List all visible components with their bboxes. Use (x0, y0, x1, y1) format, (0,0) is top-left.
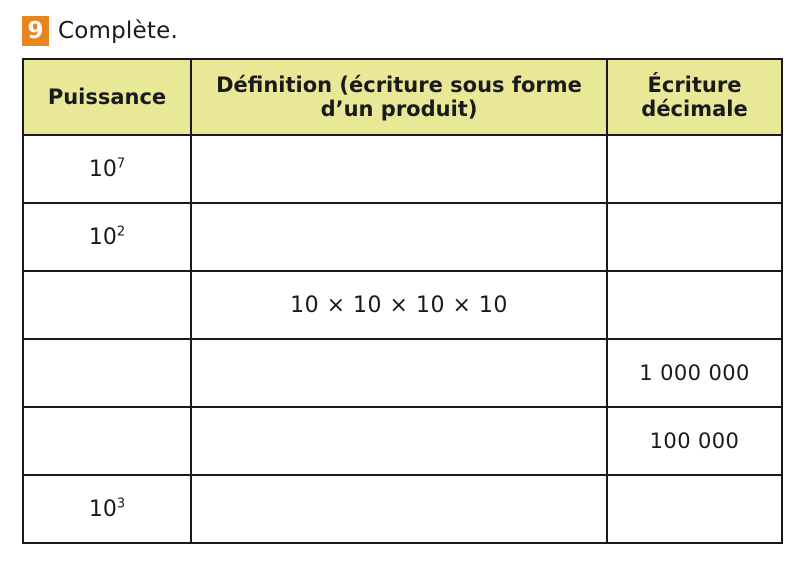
column-header-definition: Définition (écriture sous forme d’un produit) (191, 59, 607, 135)
table-row (23, 271, 782, 339)
cell-definition[interactable] (191, 135, 607, 203)
cell-definition[interactable] (191, 407, 607, 475)
cell-puissance[interactable] (23, 475, 191, 543)
table-row (23, 407, 782, 475)
column-header-ecriture-decimale: Écriture décimale (607, 59, 782, 135)
power-base: 10 (88, 156, 117, 182)
cell-definition[interactable] (191, 475, 607, 543)
table-row (23, 135, 782, 203)
cell-puissance[interactable] (23, 135, 191, 203)
power-base: 10 (88, 224, 117, 250)
power-exponent: 7 (116, 156, 126, 172)
cell-decimale[interactable] (607, 203, 782, 271)
table-row (23, 475, 782, 543)
power-exponent: 2 (116, 224, 126, 240)
exercise-number-badge: 9 (22, 16, 49, 46)
cell-definition[interactable] (191, 339, 607, 407)
cell-definition[interactable]: 10 × 10 × 10 × 10 (191, 271, 607, 339)
table-row (23, 203, 782, 271)
table-header-row (23, 59, 782, 135)
power-base: 10 (88, 496, 117, 522)
power-exponent: 3 (116, 496, 126, 512)
cell-puissance[interactable] (23, 407, 191, 475)
exercise-instruction: Complète. (58, 18, 178, 44)
exercise-header (22, 14, 781, 48)
table-row (23, 339, 782, 407)
cell-definition[interactable] (191, 203, 607, 271)
column-header-puissance: Puissance (23, 59, 191, 135)
cell-puissance[interactable] (23, 203, 191, 271)
cell-decimale[interactable] (607, 475, 782, 543)
cell-decimale[interactable] (607, 135, 782, 203)
powers-table (22, 58, 783, 544)
table-body (23, 135, 782, 543)
cell-puissance[interactable] (23, 271, 191, 339)
cell-decimale[interactable]: 100 000 (607, 407, 782, 475)
cell-decimale[interactable]: 1 000 000 (607, 339, 782, 407)
cell-decimale[interactable] (607, 271, 782, 339)
cell-puissance[interactable] (23, 339, 191, 407)
